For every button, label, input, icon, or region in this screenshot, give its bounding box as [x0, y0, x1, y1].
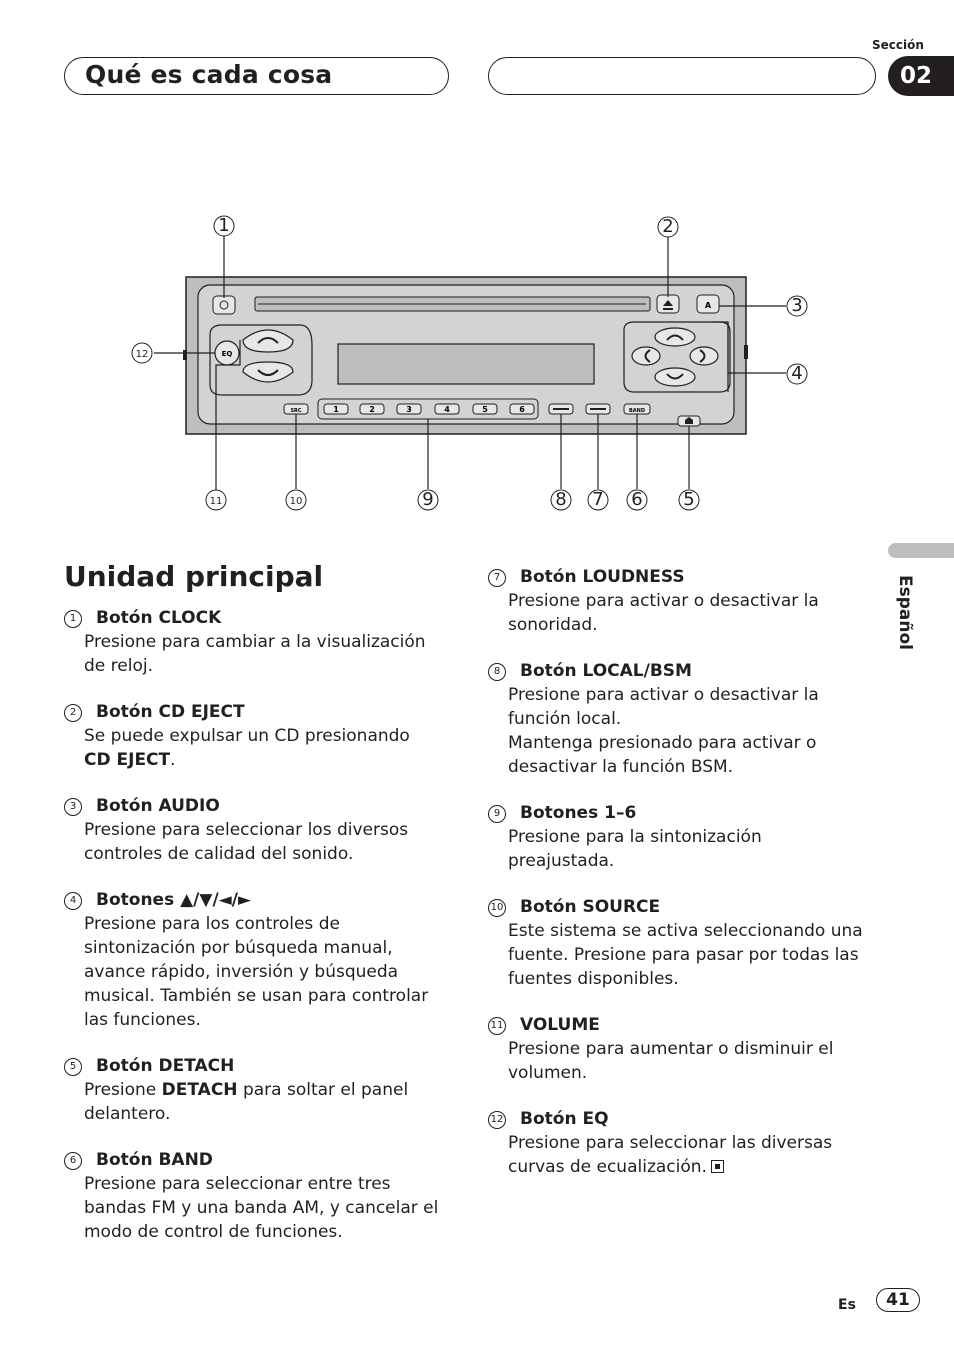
- callout-10-label: 10: [289, 496, 303, 507]
- list-item: [64, 794, 444, 866]
- item-description: Presione DETACH para soltar el panel delantero.: [84, 1080, 409, 1124]
- list-item: [64, 1054, 444, 1126]
- left-column: [64, 606, 444, 1266]
- section-number-badge: 02: [888, 56, 954, 96]
- item-number: 12: [488, 1111, 506, 1129]
- item-number: 8: [488, 663, 506, 681]
- item-number: 9: [488, 805, 506, 823]
- eq-button-label: EQ: [221, 350, 233, 358]
- callout-4-label: 4: [791, 363, 803, 384]
- source-button-label: SRC: [290, 408, 302, 414]
- preset-label-4: 4: [444, 405, 450, 414]
- display-window: [338, 344, 594, 384]
- item-number: 7: [488, 569, 506, 587]
- arrow-down-button: [655, 368, 695, 386]
- page-heading: Unidad principal: [64, 560, 324, 593]
- item-description: Presione para activar o desactivar la sonoridad.: [508, 591, 819, 635]
- item-number: 1: [64, 610, 82, 628]
- clock-button: [213, 296, 235, 314]
- item-number: 10: [488, 899, 506, 917]
- item-title: Botón EQ: [520, 1109, 609, 1129]
- item-description: Este sistema se activa seleccionando una fuente. Presione para pasar por todas las fuentes disponibles.: [508, 921, 863, 989]
- footer-language-code: Es: [838, 1297, 856, 1313]
- callout-5-label: 5: [683, 489, 695, 510]
- list-item: [488, 659, 868, 779]
- list-item: [64, 700, 444, 772]
- item-description-extra: Mantenga presionado para activar o desactivar la función BSM.: [508, 733, 817, 777]
- head-unit-diagram: [0, 0, 954, 540]
- list-item: [64, 1148, 444, 1244]
- item-description: Presione para seleccionar entre tres bandas FM y una banda AM, y cancelar el modo de control de funciones.: [84, 1174, 439, 1242]
- item-title: Botón CD EJECT: [96, 702, 245, 722]
- item-title: VOLUME: [520, 1015, 600, 1035]
- callout-3-label: 3: [791, 295, 803, 316]
- item-number: 2: [64, 704, 82, 722]
- item-description: Presione para la sintonización preajustada.: [508, 827, 762, 871]
- item-title: Botones ▲/▼/◄/►: [96, 890, 252, 910]
- callout-12-label: 12: [135, 349, 149, 360]
- item-description: Presione para los controles de sintonización por búsqueda manual, avance rápido, inversión y búsqueda musical. También se usan para controlar las funciones.: [84, 914, 429, 1030]
- callout-8-label: 8: [555, 489, 567, 510]
- item-description: Presione para seleccionar los diversos controles de calidad del sonido.: [84, 820, 409, 864]
- item-title: Botones 1–6: [520, 803, 637, 823]
- item-description: Presione para cambiar a la visualización de reloj.: [84, 632, 426, 676]
- preset-label-5: 5: [482, 405, 488, 414]
- side-tab-marker: [888, 543, 954, 558]
- preset-label-1: 1: [333, 405, 339, 414]
- item-number: 6: [64, 1152, 82, 1170]
- callout-6-label: 6: [631, 489, 643, 510]
- list-item: [488, 565, 868, 637]
- item-number: 3: [64, 798, 82, 816]
- callout-7-label: 7: [592, 489, 604, 510]
- item-number: 4: [64, 892, 82, 910]
- section-end-icon: [711, 1160, 724, 1173]
- item-title: Botón CLOCK: [96, 608, 222, 628]
- item-title: Botón DETACH: [96, 1056, 235, 1076]
- item-title: Botón LOCAL/BSM: [520, 661, 692, 681]
- callout-2-label: 2: [662, 216, 674, 237]
- item-description: Presione para activar o desactivar la función local.: [508, 685, 819, 729]
- item-number: 5: [64, 1058, 82, 1076]
- preset-label-3: 3: [406, 405, 412, 414]
- section-label: Sección: [872, 38, 924, 52]
- item-title: Botón AUDIO: [96, 796, 220, 816]
- band-button-label: BAND: [628, 408, 646, 414]
- list-item: [488, 801, 868, 873]
- callout-9-label: 9: [422, 489, 434, 510]
- list-item: [488, 1107, 868, 1179]
- audio-button-label: A: [704, 301, 712, 310]
- list-item: [488, 1013, 868, 1085]
- arrow-up-button: [655, 328, 695, 346]
- preset-label-2: 2: [369, 405, 375, 414]
- list-item: [64, 606, 444, 678]
- item-title: Botón SOURCE: [520, 897, 661, 917]
- item-description: Presione para aumentar o disminuir el volumen.: [508, 1039, 834, 1083]
- list-item: [64, 888, 444, 1032]
- item-description: Se puede expulsar un CD presionando CD EJECT.: [84, 726, 410, 770]
- list-item: [488, 895, 868, 991]
- preset-label-6: 6: [519, 405, 525, 414]
- item-number: 11: [488, 1017, 506, 1035]
- page-number: 41: [876, 1288, 920, 1312]
- item-title: Botón LOUDNESS: [520, 567, 685, 587]
- right-column: [488, 565, 868, 1201]
- side-language-label: Español: [895, 575, 915, 650]
- section-title: Qué es cada cosa: [85, 60, 333, 89]
- callout-11-label: 11: [209, 496, 223, 507]
- item-title: Botón BAND: [96, 1150, 213, 1170]
- item-description: Presione para seleccionar las diversas curvas de ecualización.: [508, 1133, 833, 1177]
- callout-1-label: 1: [218, 215, 230, 236]
